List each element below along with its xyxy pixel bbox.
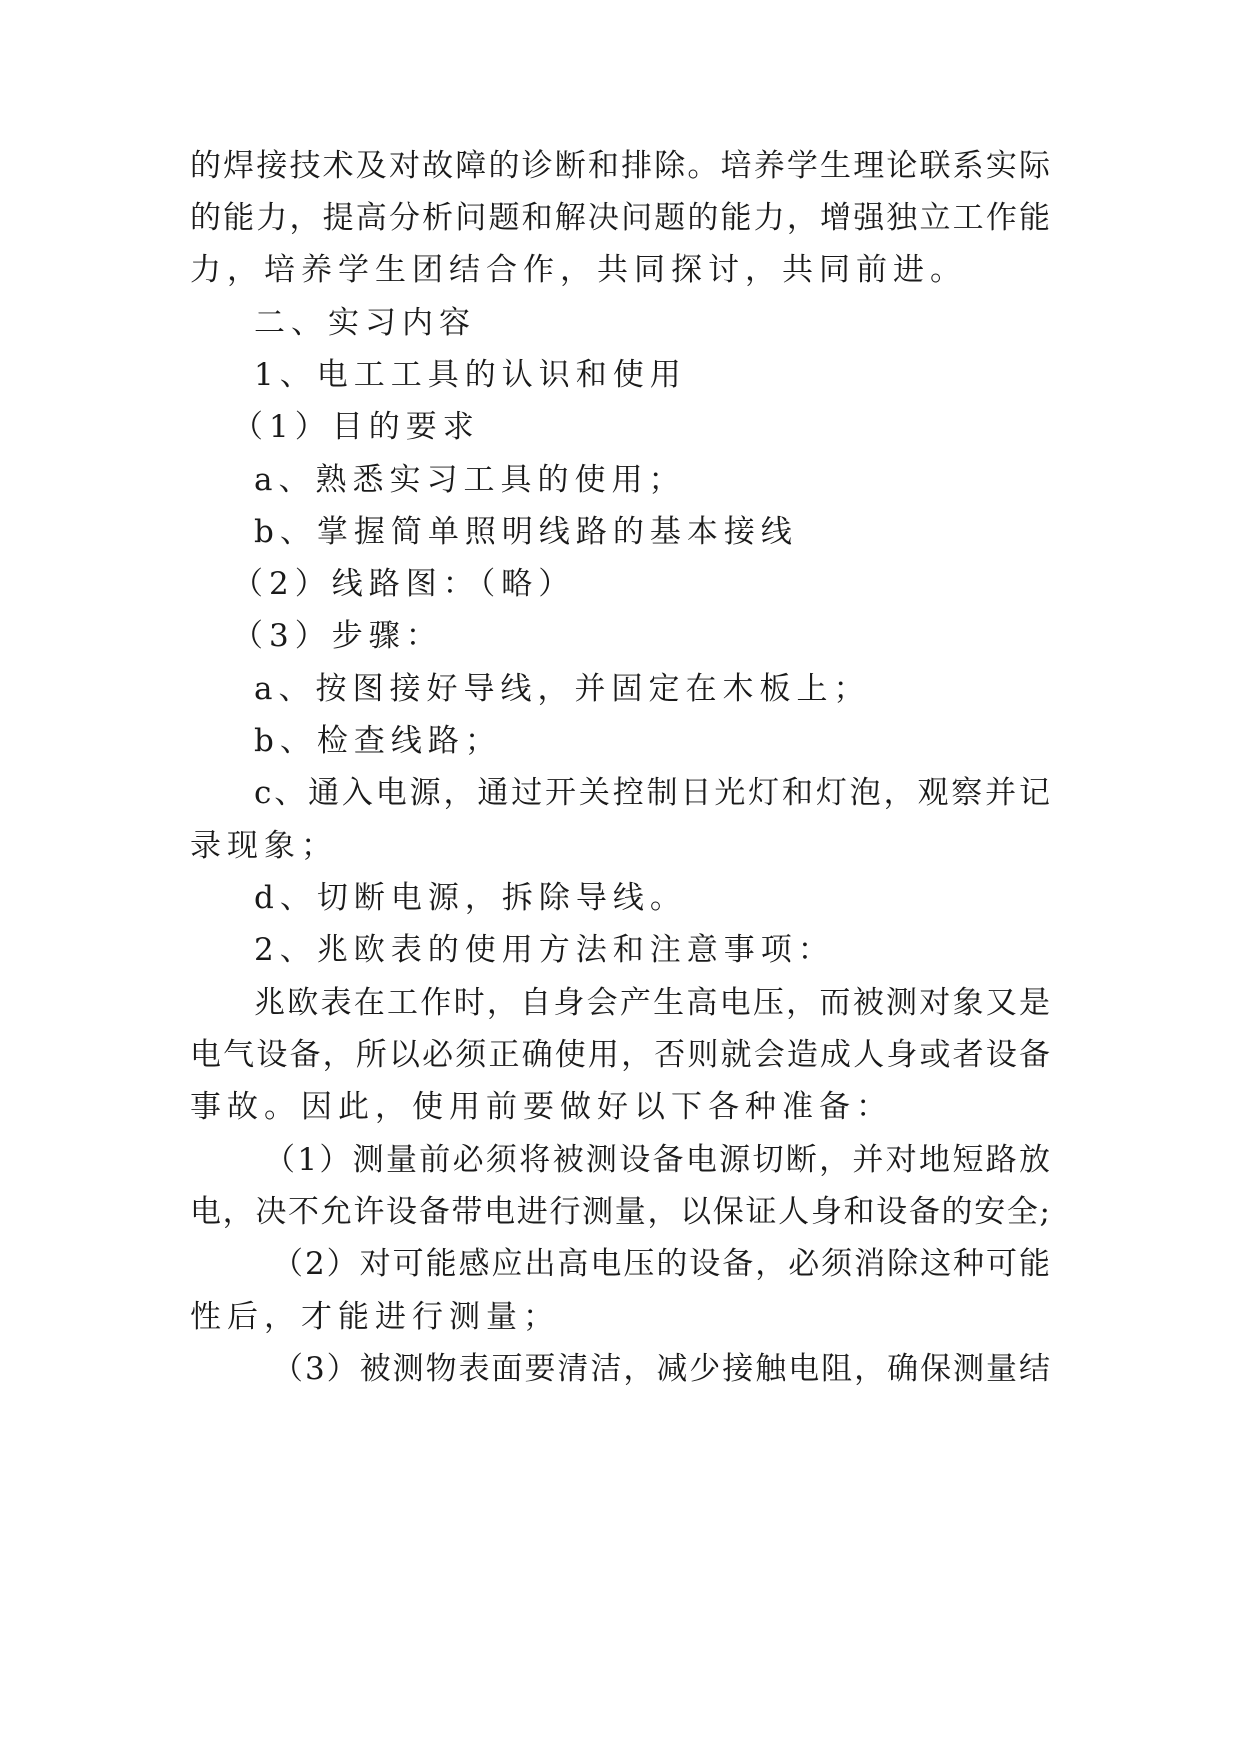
list-item: b、掌握简单照明线路的基本接线 <box>254 514 798 550</box>
subsection-heading: （2）线路图：（略） <box>232 566 576 602</box>
paragraph-line: 电气设备，所以必须正确使用，否则就会造成人身或者设备 <box>190 1037 1050 1073</box>
paragraph-line: 的焊接技术及对故障的诊断和排除。培养学生理论联系实际 <box>190 148 1050 184</box>
section-heading: 二、实习内容 <box>254 305 476 341</box>
list-item: （3）被测物表面要清洁，减少接触电阻，确保测量结 <box>272 1351 1050 1387</box>
subsection-heading: （3）步骤： <box>232 618 443 654</box>
paragraph-line: 录现象； <box>190 828 338 864</box>
paragraph-line: 的能力，提高分析问题和解决问题的能力，增强独立工作能 <box>190 200 1050 236</box>
list-item: （2）对可能感应出高电压的设备，必须消除这种可能 <box>272 1246 1050 1282</box>
paragraph-line: 事故。因此，使用前要做好以下各种准备： <box>190 1089 893 1125</box>
paragraph-line: 电，决不允许设备带电进行测量，以保证人身和设备的安全; <box>190 1194 1050 1230</box>
paragraph-line: 兆欧表在工作时，自身会产生高电压，而被测对象又是 <box>254 985 1050 1021</box>
list-item: a、按图接好导线，并固定在木板上； <box>254 671 871 707</box>
paragraph-line: 性后，才能进行测量； <box>190 1299 560 1335</box>
list-item: c、通入电源，通过开关控制日光灯和灯泡，观察并记 <box>254 775 1050 811</box>
list-item: b、检查线路； <box>254 723 502 759</box>
paragraph-line: 力，培养学生团结合作，共同探讨，共同前进。 <box>190 252 967 288</box>
list-item: d、切断电源，拆除导线。 <box>254 880 687 916</box>
subsection-heading: 1、电工工具的认识和使用 <box>254 357 687 393</box>
subsection-heading: （1）目的要求 <box>232 409 480 445</box>
subsection-heading: 2、兆欧表的使用方法和注意事项： <box>254 932 835 968</box>
list-item: （1）测量前必须将被测设备电源切断，并对地短路放 <box>264 1142 1050 1178</box>
list-item: a、熟悉实习工具的使用； <box>254 462 686 498</box>
